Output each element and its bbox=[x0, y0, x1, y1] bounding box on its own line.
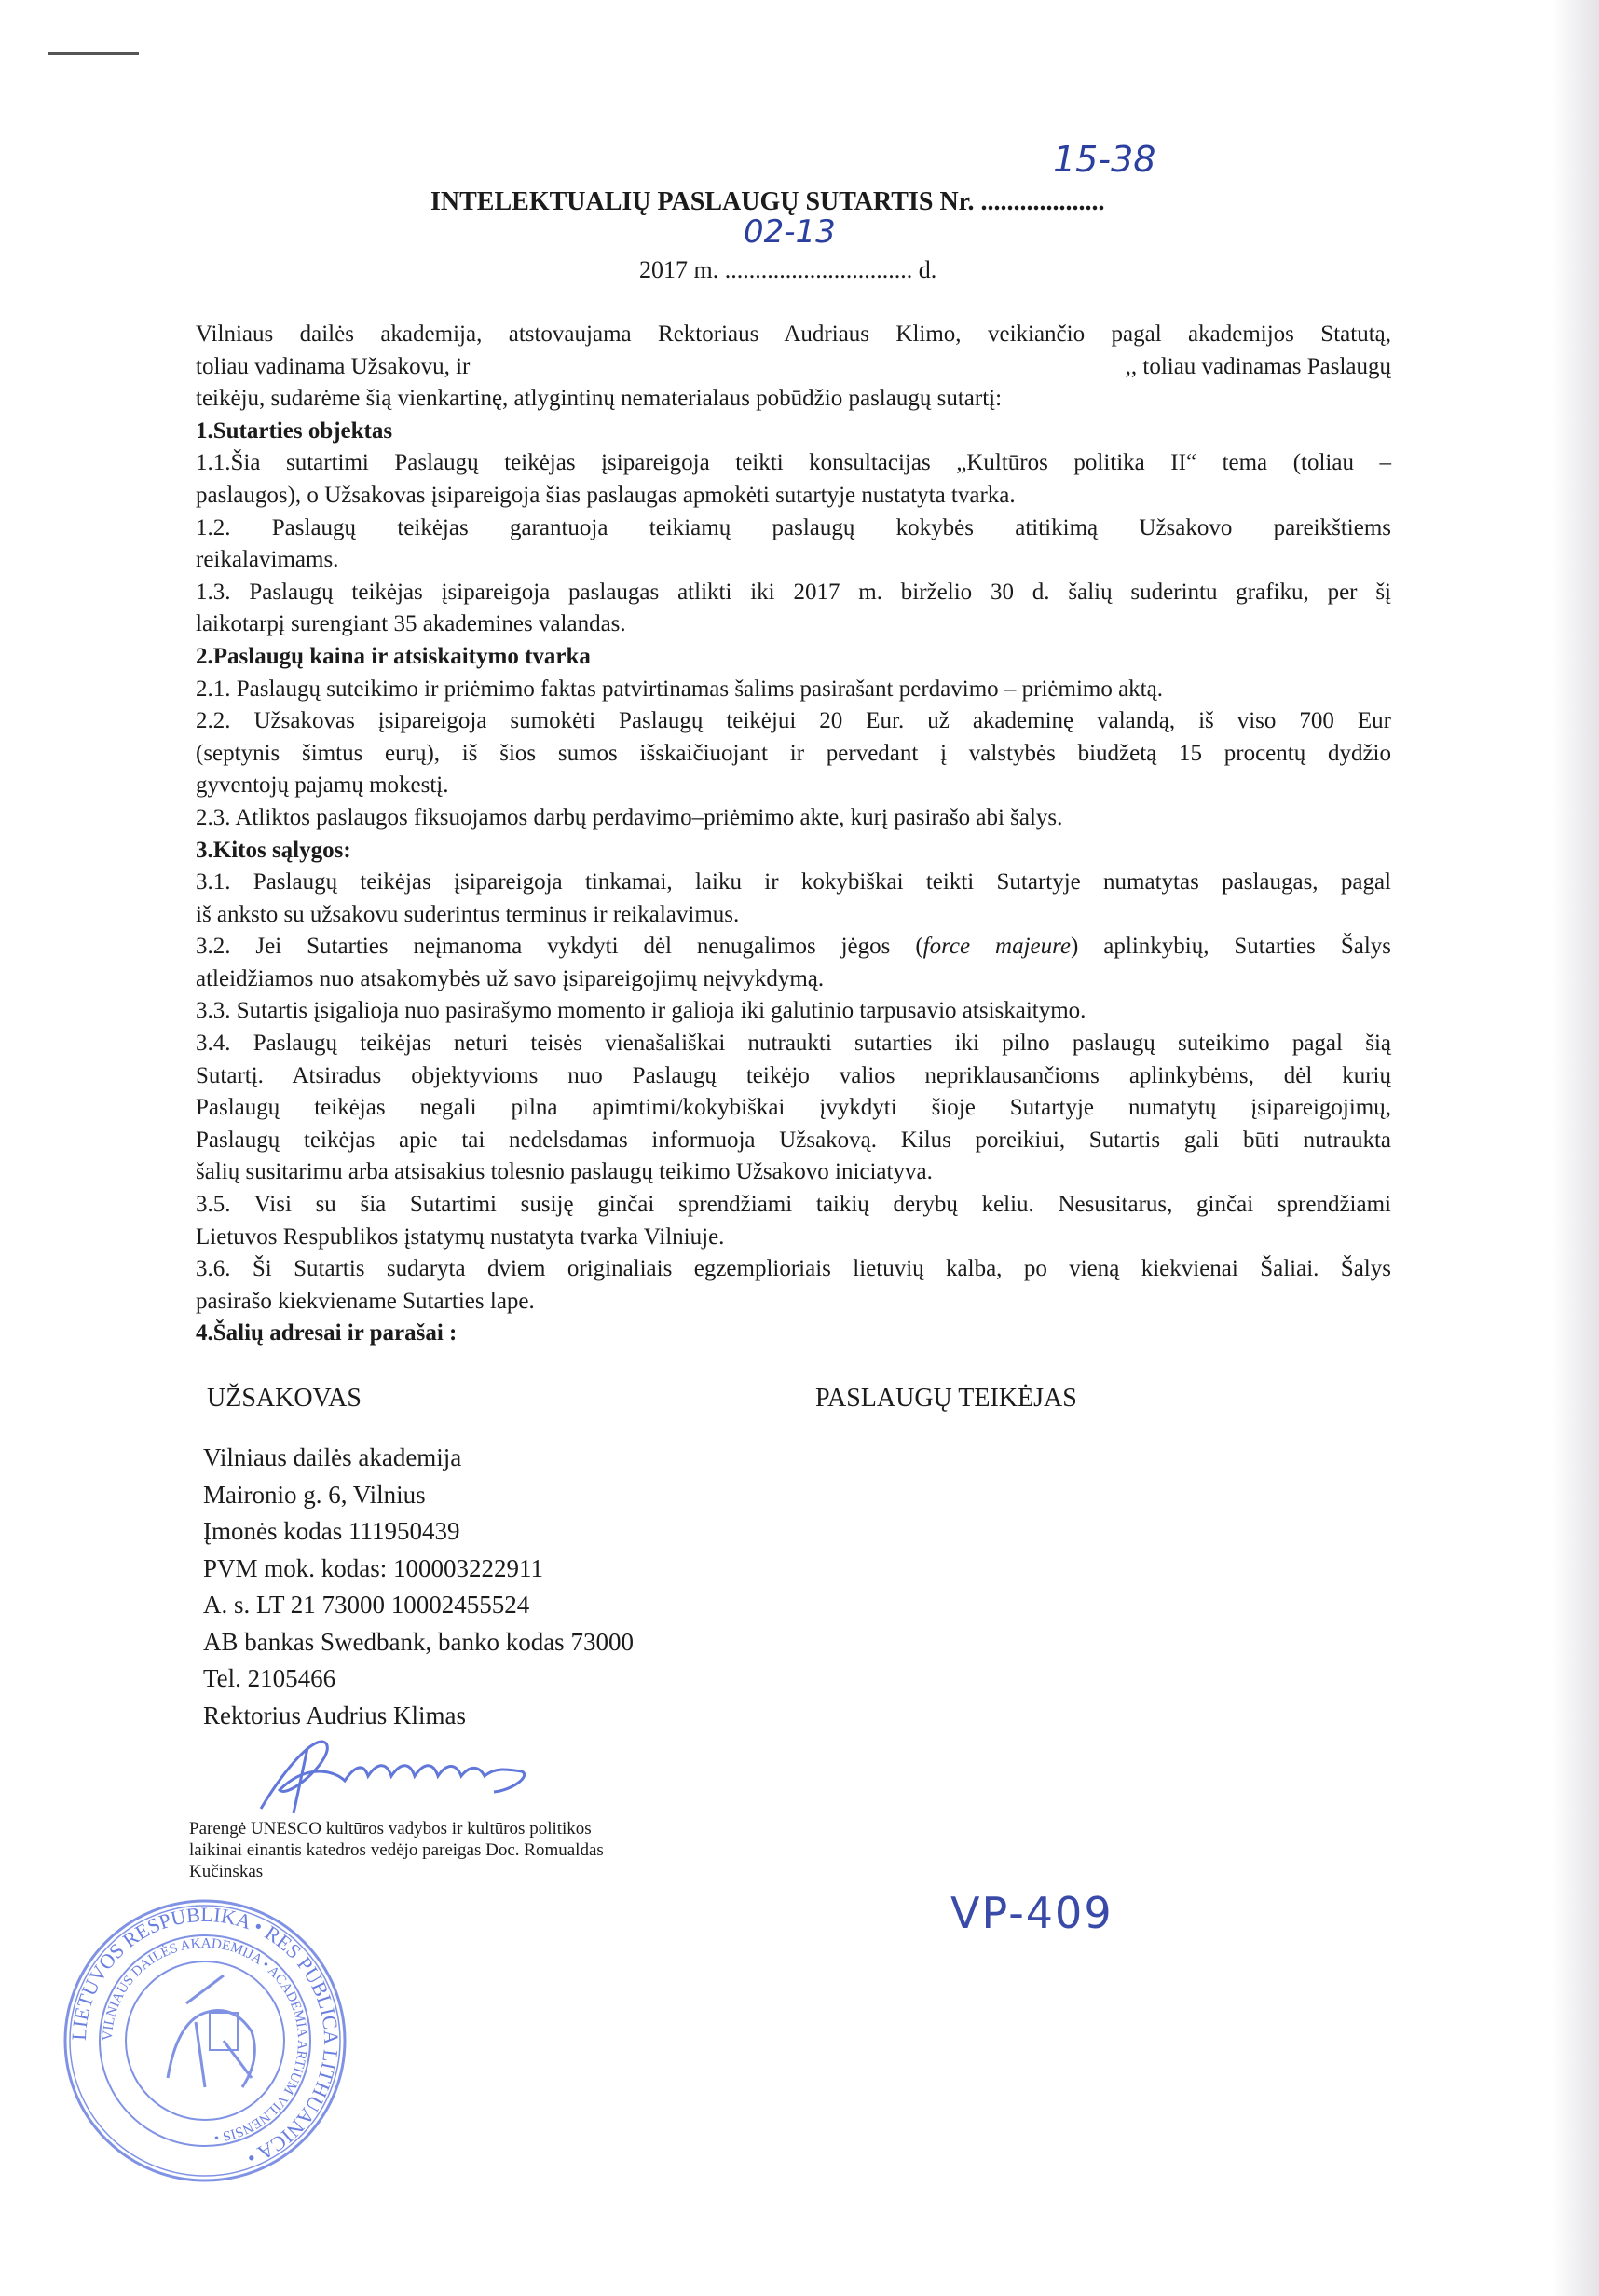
contract-line: 1.1.Šia sutartimi Paslaugų teikėjas įsipareigoja teikti konsultacijas „Kultūros politika II“ tema (toliau – bbox=[196, 450, 1391, 476]
contract-line: laikotarpį surengiant 35 akademines valandas. bbox=[196, 611, 626, 637]
contract-line: 2.1. Paslaugų suteikimo ir priėmimo faktas patvirtinamas šalims pasirašant perdavimo – priėmimo aktą. bbox=[196, 676, 1163, 702]
contract-line: 3.4. Paslaugų teikėjas neturi teisės vienašališkai nutraukti sutarties iki pilno paslaugų suteikimo pagal šią bbox=[196, 1031, 1391, 1057]
contract-line: reikalavimams. bbox=[196, 547, 339, 573]
date-prefix: 2017 m. bbox=[639, 256, 719, 283]
contract-line bbox=[196, 351, 1391, 384]
prepared-by-note bbox=[189, 1818, 711, 1882]
contract-line: gyventojų pajamų mokestį. bbox=[196, 772, 449, 799]
stamp-inner-text: VILNIAUS DAILĖS AKADEMIJA • ACADEMIA ARTIUM VILNENSIS • bbox=[100, 1935, 310, 2145]
client-detail-line: PVM mok. kodas: 100003222911 bbox=[203, 1553, 544, 1582]
contract-line: (septynis šimtus eurų), iš šios sumos išskaičiuojant ir pervedant į valstybės biudžetą 15 procentų dydžio bbox=[196, 740, 1391, 766]
prepared-by-line: Kučinskas bbox=[189, 1862, 264, 1881]
contract-date bbox=[639, 255, 936, 285]
contract-line: Paslaugų teikėjas apie tai nedelsdamas informuoja Užsakovą. Kilus poreikiui, Sutartis gali būti nutraukta bbox=[196, 1127, 1391, 1153]
force-majeure-italic: force majeure bbox=[922, 934, 1072, 960]
client-detail-line: Rektorius Audrius Klimas bbox=[203, 1701, 466, 1729]
client-detail-line: Vilniaus dailės akademija bbox=[203, 1443, 462, 1471]
contract-line: pasirašo kiekviename Sutarties lape. bbox=[196, 1288, 535, 1314]
contract-number-handwritten: 15-38 bbox=[1053, 139, 1156, 180]
client-detail-line: Įmonės kodas 111950439 bbox=[203, 1517, 460, 1545]
party-headings bbox=[196, 1382, 1391, 1415]
contract-line: Sutartį. Atsiradus objektyvioms nuo Paslaugų teikėjo valios nepriklausančioms aplinkybėms, dėl kurių bbox=[196, 1062, 1391, 1088]
contract-line: teikėju, sudarėme šią vienkartinę, atlygintinų nematerialaus pobūdžio paslaugų sutartį: bbox=[196, 386, 1003, 412]
svg-text:VILNIAUS DAILĖS AKADEMIJA • AC bbox=[101, 1936, 309, 2145]
contract-line: Lietuvos Respublikos įstatymų nustatyta tvarka Vilniuje. bbox=[196, 1223, 725, 1250]
client-detail-line: Tel. 2105466 bbox=[203, 1664, 336, 1692]
line-left: toliau vadinama Užsakovu, ir bbox=[196, 353, 471, 379]
contract-line: 2.2. Užsakovas įsipareigoja sumokėti Paslaugų teikėjui 20 Eur. už akademinę valandą, iš viso 700 Eur bbox=[196, 708, 1391, 734]
section-heading: 2.Paslaugų kaina ir atsiskaitymo tvarka bbox=[196, 643, 591, 669]
client-detail-line: AB bankas Swedbank, banko kodas 73000 bbox=[203, 1627, 634, 1656]
contract-line: 1.2. Paslaugų teikėjas garantuoja teikiamų paslaugų kokybės atitikimą Užsakovo pareikštiems bbox=[196, 514, 1391, 540]
contract-line: šalių susitarimu arba atsisakius tolesnio paslaugų teikimo Užsakovo iniciatyva. bbox=[196, 1159, 933, 1185]
provider-heading: PASLAUGŲ TEIKĖJAS bbox=[815, 1384, 1077, 1413]
contract-line: 1.3. Paslaugų teikėjas įsipareigoja paslaugas atlikti iki 2017 m. birželio 30 d. šalių suderintu grafiku, per šį bbox=[196, 579, 1391, 605]
document-flow bbox=[66, 319, 1392, 2190]
section-heading: 4.Šalių adresai ir parašai : bbox=[196, 1320, 458, 1346]
line-part: ) aplinkybių, Sutarties Šalys bbox=[1071, 934, 1392, 960]
signature bbox=[252, 1734, 606, 1818]
stamp-outer-text: LIETUVOS RESPUBLIKA • RES PUBLICA LITHUANICA • bbox=[66, 1902, 344, 2170]
title-text: INTELEKTUALIŲ PASLAUGŲ SUTARTIS Nr. bbox=[430, 187, 975, 216]
handwritten-annotation: VP-409 bbox=[950, 1888, 1114, 1938]
prepared-by-line: laikinai einantis katedros vedėjo pareigas Doc. Romualdas bbox=[189, 1840, 604, 1860]
section-heading: 3.Kitos sąlygos: bbox=[196, 837, 351, 863]
seal-stamp bbox=[56, 1892, 354, 2190]
line-right: ,, toliau vadinamas Paslaugų bbox=[1125, 353, 1391, 379]
contract-line: paslaugos), o Užsakovas įsipareigoja šias paslaugas apmokėti sutartyje nustatyta tvarka. bbox=[196, 482, 1016, 508]
scan-edge-shadow bbox=[1552, 0, 1599, 2296]
contract-line: 3.1. Paslaugų teikėjas įsipareigoja tinkamai, laiku ir kokybiškai teikti Sutartyje numatytas paslaugas, pagal bbox=[196, 869, 1391, 895]
contract-line: 3.3. Sutartis įsigalioja nuo pasirašymo momento ir galioja iki galutinio tarpusavio atsiskaitymo. bbox=[196, 998, 1086, 1024]
contract-line: 3.5. Visi su šia Sutartimi susiję ginčai sprendžiami taikių derybų keliu. Nesusitarus, ginčai sprendžiami bbox=[196, 1192, 1391, 1218]
date-handwritten: 02-13 bbox=[744, 213, 836, 251]
contract-line: 3.6. Ši Sutartis sudaryta dviem originaliais egzemplioriais lietuvių kalba, po vieną kiekvienai Šaliai. Šalys bbox=[196, 1256, 1391, 1282]
client-heading: UŽSAKOVAS bbox=[207, 1384, 362, 1413]
client-details bbox=[203, 1440, 1391, 1734]
client-detail-line: A. s. LT 21 73000 10002455524 bbox=[203, 1591, 530, 1619]
contract-line: Paslaugų teikėjas negali pilna apimtimi/kokybiškai įvykdyti šioje Sutartyje numatytų įsipareigojimų, bbox=[196, 1095, 1391, 1121]
contract-line bbox=[196, 931, 1391, 964]
client-detail-line: Maironio g. 6, Vilnius bbox=[203, 1480, 426, 1509]
number-dots: ................... bbox=[980, 187, 1105, 216]
prepared-by-line: Parengė UNESCO kultūros vadybos ir kultūros politikos bbox=[189, 1819, 592, 1838]
section-heading: 1.Sutarties objektas bbox=[196, 417, 393, 444]
contract-line: atleidžiamos nuo atsakomybės už savo įsipareigojimų neįvykdymą. bbox=[196, 965, 825, 991]
contract-line: iš anksto su užsakovu suderintus terminus ir reikalavimus. bbox=[196, 901, 740, 927]
contract-body bbox=[196, 319, 1391, 1350]
date-dots: ............................... bbox=[724, 256, 913, 283]
scan-mark bbox=[48, 52, 139, 55]
contract-line: 2.3. Atliktos paslaugos fiksuojamos darbų perdavimo–priėmimo akte, kurį pasirašo abi šalys. bbox=[196, 804, 1063, 830]
line-part: 3.2. Jei Sutarties neįmanoma vykdyti dėl nenugalimos jėgos ( bbox=[196, 934, 923, 960]
date-suffix: d. bbox=[918, 256, 937, 283]
contract-line: Vilniaus dailės akademija, atstovaujama Rektoriaus Audriaus Klimo, veikiančio pagal akademijos Statutą, bbox=[196, 321, 1391, 347]
